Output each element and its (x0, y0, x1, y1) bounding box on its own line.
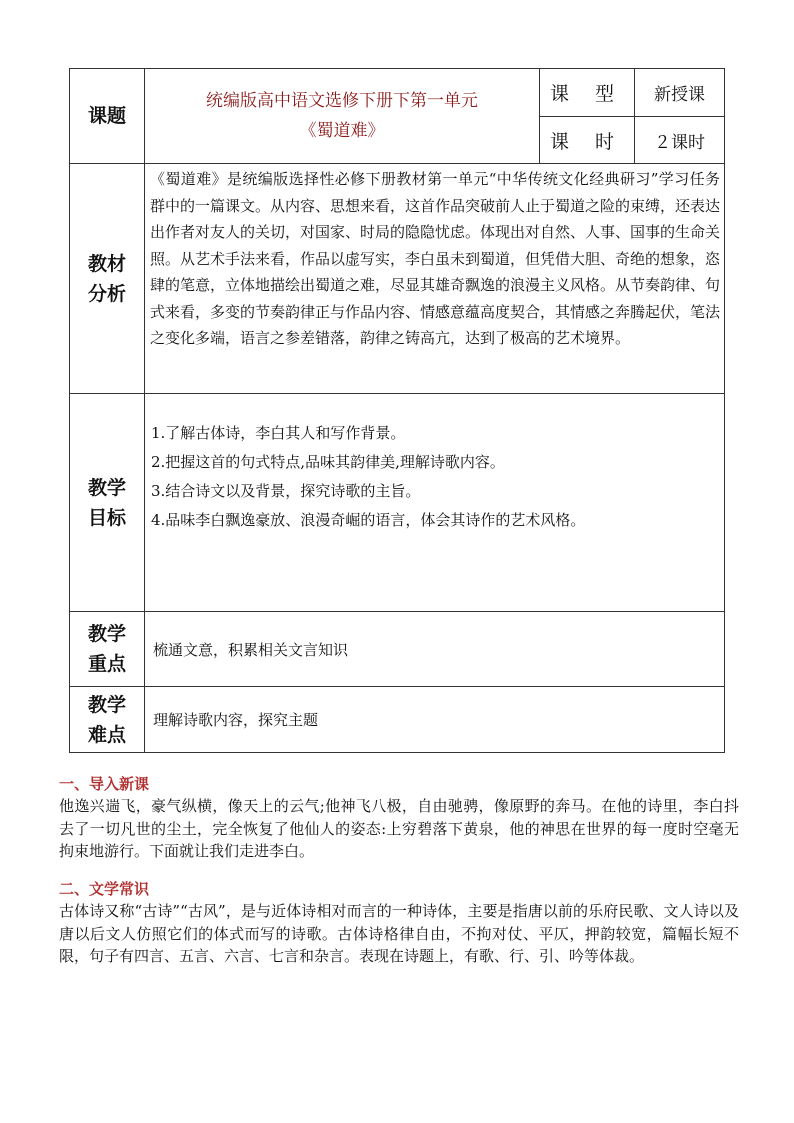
analysis-label (70, 164, 145, 394)
difficulty-text: 理解诗歌内容，探究主题 (145, 687, 725, 753)
key-point-label (70, 612, 145, 687)
key-point-text: 梳通文意，积累相关文言知识 (145, 612, 725, 687)
period-label: 课 时 (540, 117, 635, 164)
course-title (145, 69, 540, 164)
section-literary (59, 878, 739, 968)
diff-label-line2: 难点 (87, 723, 126, 746)
lesson-plan-table (69, 68, 725, 753)
course-title-line1: 统编版高中语文选修下册下第一单元 (206, 91, 478, 111)
type-label: 课 型 (540, 69, 635, 117)
goals-label-line1: 教学 (87, 476, 126, 499)
goals-list (145, 394, 725, 612)
key-label-line2: 重点 (87, 653, 126, 675)
section-intro (59, 773, 739, 863)
type-value: 新授课 (635, 69, 725, 117)
section-intro-text: 他逸兴遄飞，豪气纵横，像天上的云气;他神飞八极，自由驰骋，像原野的奔马。在他的诗里，李白抖去了一切凡世的尘土，完全恢复了他仙人的姿态:上穷碧落下黄泉，他的神思在世界的每一度时空毫无拘束地游行。下面就让我们走进李白。 (59, 797, 739, 860)
goal-item: 4.品味李白飘逸豪放、浪漫奇崛的语言，体会其诗作的艺术风格。 (151, 510, 586, 529)
course-title-line2: 《蜀道难》 (299, 121, 385, 141)
goal-item: 1.了解古体诗，李白其人和写作背景。 (151, 423, 406, 442)
section-literary-text: 古体诗又称“古诗”“古风”，是与近体诗相对而言的一种诗体，主要是指唐以前的乐府民歌、文人诗以及唐以后文人仿照它们的体式而写的诗歌。古体诗格律自由，不拘对仗、平仄，押韵较宽，篇幅长短不限，句子有四言、五言、六言、七言和杂言。表现在诗题上，有歌、行、引、吟等体裁。 (59, 902, 739, 965)
section-intro-heading: 一、导入新课 (59, 775, 150, 793)
analysis-label-line2: 分析 (87, 282, 126, 305)
goal-item: 2.把握这首的句式特点,品味其韵律美,理解诗歌内容。 (151, 452, 505, 471)
title-label: 课题 (70, 69, 145, 164)
key-label-line1: 教学 (87, 623, 126, 645)
difficulty-label (70, 687, 145, 753)
goals-label (70, 394, 145, 612)
analysis-label-line1: 教材 (87, 252, 126, 275)
goal-item: 3.结合诗文以及背景，探究诗歌的主旨。 (151, 481, 421, 500)
section-literary-heading: 二、文学常识 (59, 880, 150, 898)
diff-label-line1: 教学 (87, 693, 126, 716)
analysis-text: 《蜀道难》是统编版选择性必修下册教材第一单元“中华传统文化经典研习”学习任务群中的一篇课文。从内容、思想来看，这首作品突破前人止于蜀道之险的束缚，还表达出作者对友人的关切，对国家、时局的隐隐忧虑。体现出对自然、人事、国事的生命关照。从艺术手法来看，作品以虚写实，李白虽未到蜀道，但凭借大胆、奇绝的想象，恣肆的笔意，立体地描绘出蜀道之难，尽显其雄奇飘逸的浪漫主义风格。从节奏韵律、句式来看，多变的节奏韵律正与作品内容、情感意蕴高度契合，其情感之奔腾起伏，笔法之变化多端，语言之参差错落，韵律之铸高亢，达到了极高的艺术境界。 (145, 164, 725, 394)
goals-label-line2: 目标 (87, 506, 126, 529)
period-value: ２课时 (635, 117, 725, 164)
